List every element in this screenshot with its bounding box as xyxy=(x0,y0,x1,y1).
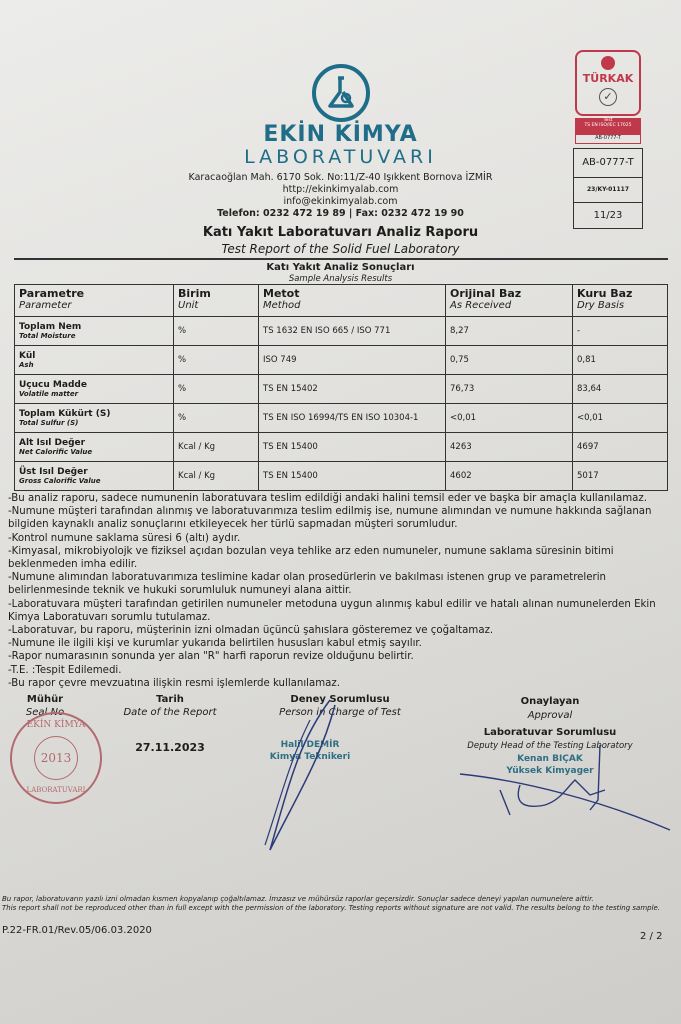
note: -Laboratuvara müşteri tarafından getirilen numuneler metoduna uygun alınmış kabul edilir ve hatalı alınan numunelerden Ekin Kimya Laboratuvarı sorumlu tutulamaz. xyxy=(8,598,656,623)
param-name: Toplam Kükürt (S) xyxy=(19,409,111,419)
param-name-en: Net Calorific Value xyxy=(19,448,93,456)
test-responsible-label: Deney Sorumlusu xyxy=(290,694,390,705)
dry-cell: 0,81 xyxy=(573,346,668,375)
unit-cell: Kcal / Kg xyxy=(174,433,259,462)
as-received-cell: 4602 xyxy=(446,462,573,491)
test-responsible-name: Halil DEMİR xyxy=(280,740,340,750)
dry-cell: <0,01 xyxy=(573,404,668,433)
header-label: Orijinal Baz xyxy=(450,287,522,300)
report-number: 23/KY-01117 xyxy=(573,177,643,203)
lab-head-label-en: Deputy Head of the Testing Laboratory xyxy=(467,741,633,751)
turkak-test: Test xyxy=(603,118,613,123)
as-received-cell: <0,01 xyxy=(446,404,573,433)
method-cell: TS EN 15402 xyxy=(259,375,446,404)
section-title-en: Sample Analysis Results xyxy=(288,274,393,284)
note: -T.E. :Tespit Edilemedi. xyxy=(8,664,122,676)
unit-cell: % xyxy=(174,317,259,346)
header-label-en: Method xyxy=(263,300,301,311)
form-code: P.22-FR.01/Rev.05/06.03.2020 xyxy=(2,925,152,936)
date-label: Tarih xyxy=(156,694,184,705)
param-name-en: Total Moisture xyxy=(19,332,76,340)
param-name: Uçucu Madde xyxy=(19,380,87,390)
report-month: 11/23 xyxy=(573,202,643,229)
note: -Numune müşteri tarafından alınmış ve laboratuvarımıza teslim edilmiş ise, numune alımından ve numune hakkında sağlanan bilgiden kaynaklı analiz sonuçlarını etkileyecek her türlü sapmadan müşteri sorumludur. xyxy=(8,506,652,531)
param-name-en: Gross Calorific Value xyxy=(19,477,101,485)
note: -Laboratuvar, bu raporu, müşterinin izni olmadan üçüncü şahıslara gösteremez ve çoğaltamaz. xyxy=(8,625,494,637)
unit-cell: % xyxy=(174,346,259,375)
as-received-cell: 8,27 xyxy=(446,317,573,346)
brand-name: EKİN KİMYA xyxy=(263,122,418,147)
phone-fax: Telefon: 0232 472 19 89 | Fax: 0232 472 19 90 xyxy=(217,208,464,219)
email-link[interactable]: info@ekinkimyalab.com xyxy=(283,196,398,207)
param-name: Kül xyxy=(19,351,36,361)
approval-label: Onaylayan xyxy=(520,696,580,707)
report-title: Katı Yakıt Laboratuvarı Analiz Raporu xyxy=(202,225,479,240)
dry-cell: 5017 xyxy=(573,462,668,491)
header-label: Parametre xyxy=(19,287,85,300)
lab-head-label: Laboratuvar Sorumlusu xyxy=(483,727,617,738)
header-label-en: Parameter xyxy=(19,300,72,311)
method-cell: TS EN 15400 xyxy=(259,462,446,491)
header-label: Birim xyxy=(178,287,211,300)
dry-cell: 83,64 xyxy=(573,375,668,404)
param-name: Toplam Nem xyxy=(19,322,82,332)
note: -Bu rapor çevre mevzuatına ilişkin resmi işlemlerde kullanılamaz. xyxy=(8,677,341,689)
stamp-year: 2013 xyxy=(34,736,78,780)
note: -Numune ile ilgili kişi ve kurumlar yukarıda belirtilen hususları kabul etmiş sayılır. xyxy=(8,638,422,650)
note: -Numune alımından laboratuvarımıza teslimine kadar olan prosedürlerin ve bakılması istenen grup ve parametrelerin belirlenmesinde teknik ve hukuki sorumluluk numuneyi alana aittir. xyxy=(8,572,607,597)
param-name: Üst Isıl Değer xyxy=(19,467,88,477)
method-cell: ISO 749 xyxy=(259,346,446,375)
method-cell: TS 1632 EN ISO 665 / ISO 771 xyxy=(259,317,446,346)
header-label-en: Dry Basis xyxy=(577,300,625,311)
header-label: Metot xyxy=(263,287,300,300)
header-label: Kuru Baz xyxy=(577,287,633,300)
website-link[interactable]: http://ekinkimyalab.com xyxy=(282,184,399,195)
report-title-en: Test Report of the Solid Fuel Laboratory xyxy=(221,242,460,256)
stamp-bottom-text: LABORATUVARI xyxy=(26,786,86,794)
date-label-en: Date of the Report xyxy=(123,707,217,718)
unit-cell: % xyxy=(174,375,259,404)
as-received-cell: 4263 xyxy=(446,433,573,462)
accreditation-code: AB-0777-T xyxy=(573,148,643,178)
method-cell: TS EN 15400 xyxy=(259,433,446,462)
seal-label: Mühür xyxy=(26,694,64,705)
footer-note-en: This report shall not be reproduced other than in full except with the permission of the laboratory. Testing reports without signature are not valid. The results belong to the testing sample. xyxy=(2,904,661,912)
param-name: Alt Isıl Değer xyxy=(19,438,86,448)
brand-subtitle: LABORATUVARI xyxy=(244,146,437,168)
note: -Kimyasal, mikrobiyolojk ve fiziksel açıdan bozulan veya tehlike arz eden numuneler, numune saklama süresinin bitimi beklenmeden imha edilir. xyxy=(8,545,614,571)
header-label-en: Unit xyxy=(178,300,199,311)
unit-cell: % xyxy=(174,404,259,433)
param-name-en: Volatile matter xyxy=(19,390,79,398)
stamp-top-text: EKİN KİMYA xyxy=(26,720,86,730)
turkak-iso: TS EN ISO/IEC 17025 xyxy=(584,123,632,128)
note: -Rapor numarasının sonunda yer alan "R" harfi raporun revize olduğunu belirtir. xyxy=(8,651,414,663)
approver-role: Yüksek Kimyager xyxy=(506,766,594,776)
note: -Kontrol numune saklama süresi 6 (altı) aydır. xyxy=(8,532,241,544)
param-name-en: Total Sulfur (S) xyxy=(19,419,79,427)
turkak-label: TÜRKAK xyxy=(582,72,634,85)
dry-cell: 4697 xyxy=(573,433,668,462)
footer-note-tr: Bu rapor, laboratuvarın yazılı izni olmadan kısmen kopyalanıp çoğaltılamaz. İmzasız ve mühürsüz raporlar geçersizdir. Sonuçlar sadece deneyi yapılan numunelere aittir. xyxy=(2,895,594,903)
note: -Bu analiz raporu, sadece numunenin laboratuvara teslim edildiği andaki halini temsil eder ve başka bir amaçla kullanılamaz. xyxy=(8,493,647,504)
approver-name: Kenan BIÇAK xyxy=(517,754,583,764)
as-received-cell: 76,73 xyxy=(446,375,573,404)
header-label-en: As Received xyxy=(450,300,512,311)
checkmark-icon: ✓ xyxy=(599,88,617,106)
address: Karacaoğlan Mah. 6170 Sok. No:11/Z-40 Işıkkent Bornova İZMİR xyxy=(188,172,493,183)
param-name-en: Ash xyxy=(19,361,34,369)
seal-label-en: Seal No xyxy=(25,707,65,718)
test-responsible-label-en: Person in Charge of Test xyxy=(279,707,401,718)
report-date: 27.11.2023 xyxy=(135,741,205,754)
dry-cell: - xyxy=(573,317,668,346)
section-title: Katı Yakıt Analiz Sonuçları xyxy=(266,262,415,273)
as-received-cell: 0,75 xyxy=(446,346,573,375)
method-cell: TS EN ISO 16994/TS EN ISO 10304-1 xyxy=(259,404,446,433)
test-responsible-role: Kimya Teknikeri xyxy=(269,752,351,762)
page-number: 2 / 2 xyxy=(640,931,663,942)
unit-cell: Kcal / Kg xyxy=(174,462,259,491)
approval-label-en: Approval xyxy=(527,710,573,721)
turkak-code: AB-0777-T xyxy=(575,134,641,144)
